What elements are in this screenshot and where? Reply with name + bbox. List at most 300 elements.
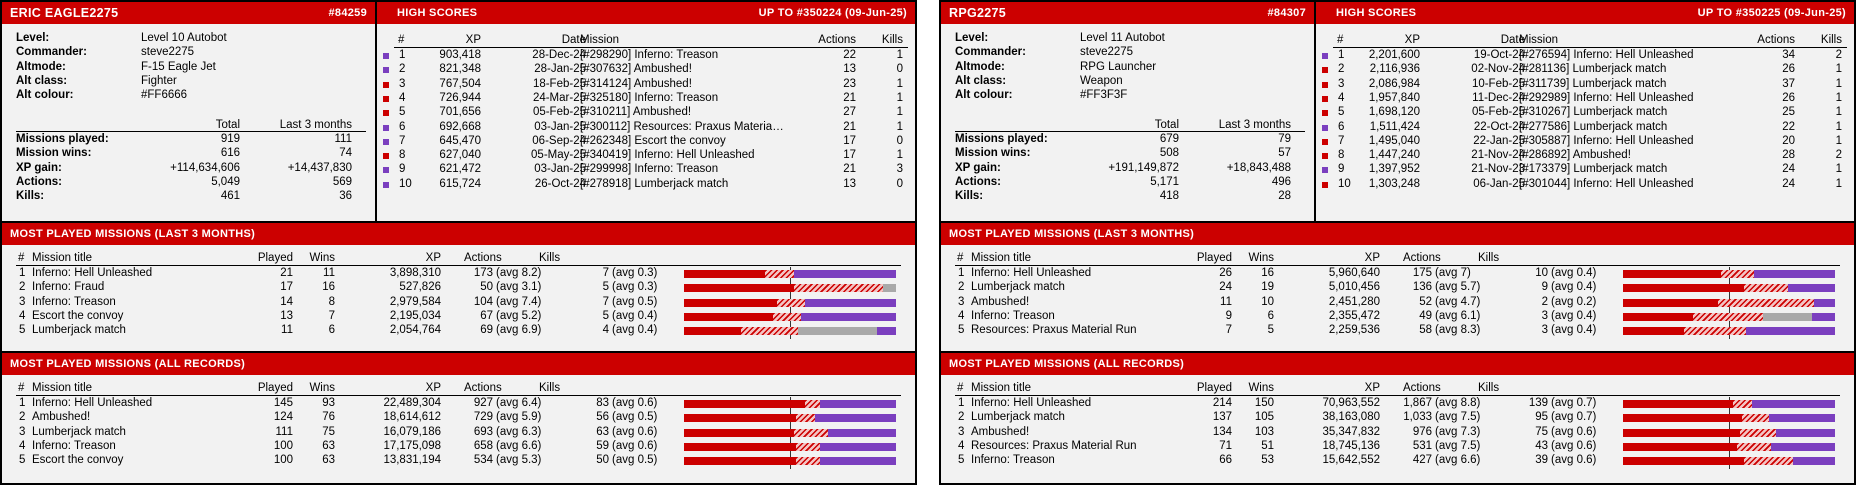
mp-actions: 658 — [473, 439, 493, 452]
mission-type-marker — [383, 139, 389, 145]
mp-actions-avg: (avg 8.8) — [1435, 397, 1481, 409]
draws-bar — [796, 414, 815, 422]
mp-played: 26 — [1219, 267, 1232, 279]
mp-title: Inferno: Treason — [32, 439, 116, 452]
hs-rank: 10 — [1338, 177, 1351, 190]
hs-mission: [#277586] Lumberjack match — [1519, 120, 1668, 133]
hs-rank: 6 — [1338, 120, 1345, 133]
mission-row — [2, 267, 915, 281]
mp-xp: 15,642,552 — [1322, 454, 1380, 467]
mp-actions-avg: (avg 7.4) — [496, 295, 542, 308]
mp-played: 13 — [280, 309, 293, 322]
mp-played: 14 — [280, 295, 293, 308]
hs-date: 22-Jan-25 — [1473, 134, 1525, 147]
hs-actions: 24 — [1782, 163, 1795, 176]
wins-bar — [1623, 457, 1744, 465]
mp-actions: 1,867 — [1403, 397, 1432, 409]
mp-actions: 729 — [473, 411, 493, 424]
losses-bar — [1754, 270, 1835, 278]
stat-last: 569 — [332, 175, 352, 188]
mission-type-marker — [1322, 125, 1328, 131]
stat-last: 28 — [1278, 190, 1291, 203]
mp-col-actions: Actions — [1403, 252, 1441, 264]
mp-kills: 83 — [596, 397, 609, 409]
hs-mission: [#262348] Escort the convoy — [580, 134, 726, 147]
mp-xp: 22,489,304 — [383, 397, 441, 409]
losses-bar — [1788, 284, 1835, 292]
hs-kills: 3 — [896, 163, 903, 176]
section-title: MOST PLAYED MISSIONS (LAST 3 MONTHS) — [949, 228, 1195, 240]
mp-wins: 5 — [1267, 324, 1274, 337]
hs-xp: 615,724 — [439, 177, 481, 190]
hs-date: 05-Feb-25 — [1471, 106, 1525, 119]
info-label: Commander: — [16, 46, 87, 59]
losses-bar — [801, 313, 896, 321]
mp-kills-avg: (avg 0.3) — [612, 267, 658, 279]
mp-title: Lumberjack match — [971, 281, 1065, 294]
mp-rank: 3 — [19, 295, 26, 308]
mp-played: 11 — [281, 324, 293, 337]
info-value: #FF6666 — [141, 89, 188, 102]
mp-kills-avg: (avg 0.6) — [612, 425, 658, 438]
mission-type-marker — [383, 153, 389, 159]
mp-wins: 6 — [328, 324, 335, 337]
mp-kills: 4 — [602, 324, 609, 337]
hs-xp: 1,397,952 — [1368, 163, 1420, 176]
mp-played: 145 — [273, 397, 293, 409]
hs-xp: 645,470 — [439, 134, 481, 147]
mp-wins: 53 — [1261, 454, 1274, 467]
mp-actions-avg: (avg 6.6) — [1435, 454, 1481, 467]
losses-bar — [805, 299, 896, 307]
high-score-row — [2, 163, 915, 177]
mp-actions: 175 — [1412, 267, 1432, 279]
hs-mission: [#286892] Ambushed! — [1519, 149, 1631, 162]
mission-type-marker — [383, 125, 389, 131]
high-score-row — [2, 149, 915, 163]
mp-xp: 13,831,194 — [383, 454, 441, 467]
stat-label: XP gain: — [16, 161, 62, 174]
divider — [955, 265, 1840, 266]
mp-wins: 10 — [1261, 295, 1274, 308]
hs-date: 02-Nov-24 — [1471, 63, 1525, 76]
stat-last: 74 — [339, 147, 352, 160]
info-value: Weapon — [1080, 74, 1123, 87]
pilot-name: ERIC EAGLE2275 — [10, 6, 119, 20]
divider — [16, 265, 901, 266]
mp-actions-avg: (avg 6.6) — [496, 439, 542, 452]
hs-date: 21-Nov-23 — [1471, 163, 1525, 176]
mp-actions: 976 — [1412, 425, 1432, 438]
mp-kills-avg: (avg 0.6) — [612, 439, 658, 452]
hs-kills: 1 — [1835, 63, 1842, 76]
mp-kills-avg: (avg 0.6) — [1551, 439, 1597, 452]
mp-col-title: Mission title — [971, 382, 1032, 394]
mission-type-marker — [383, 167, 389, 173]
hs-col-mission: Mission — [580, 34, 619, 46]
hs-xp: 1,303,248 — [1368, 177, 1420, 190]
stat-label: Mission wins: — [16, 147, 92, 160]
mp-col-played: Played — [257, 252, 293, 264]
hs-date: 05-Feb-25 — [532, 106, 586, 119]
mp-kills: 139 — [1528, 397, 1548, 409]
mp-wins: 150 — [1254, 397, 1274, 409]
mp-xp: 2,355,472 — [1328, 309, 1380, 322]
wins-bar — [684, 443, 796, 451]
mp-kills: 2 — [1541, 295, 1548, 308]
hs-actions: 13 — [843, 177, 856, 190]
mp-kills-avg: (avg 0.4) — [1551, 324, 1597, 337]
mission-row — [2, 324, 915, 338]
hs-mission: [#301044] Inferno: Hell Unleashed — [1519, 177, 1694, 190]
stat-total: 508 — [1159, 147, 1179, 160]
high-score-row — [2, 135, 915, 149]
info-value: RPG Launcher — [1080, 60, 1157, 73]
hs-actions: 22 — [843, 49, 856, 61]
hs-rank: 6 — [399, 120, 406, 133]
hs-col-mission: Mission — [1519, 34, 1558, 46]
mp-title: Inferno: Treason — [971, 309, 1055, 322]
hs-rank: 8 — [399, 149, 406, 162]
mp-col-xp: XP — [425, 252, 441, 264]
hs-col-actions: Actions — [818, 34, 856, 46]
info-value: Fighter — [141, 74, 177, 87]
hs-kills: 1 — [1835, 120, 1842, 133]
mission-row — [2, 411, 915, 425]
mp-wins: 51 — [1261, 439, 1274, 452]
mp-played: 21 — [280, 267, 293, 279]
recent-missions-header — [2, 223, 915, 245]
mp-rank: 4 — [19, 439, 26, 452]
wins-bar — [1623, 299, 1718, 307]
high-score-row — [2, 175, 915, 192]
mp-xp: 35,347,832 — [1322, 425, 1380, 438]
divider — [394, 47, 908, 48]
mp-col-kills: Kills — [539, 252, 561, 264]
hs-date: 26-Oct-24 — [534, 177, 586, 190]
mp-wins: 63 — [322, 439, 335, 452]
info-label: Altmode: — [16, 60, 66, 73]
mp-col-actions: Actions — [1403, 382, 1441, 394]
mp-actions: 58 — [1419, 324, 1432, 337]
other-bar — [798, 327, 876, 335]
mp-title: Escort the convoy — [32, 454, 124, 467]
hs-actions: 24 — [1782, 177, 1795, 190]
mp-col-wins: Wins — [1248, 252, 1274, 264]
hs-rank: 1 — [399, 49, 406, 61]
divider — [955, 395, 1840, 396]
mp-played: 11 — [1220, 295, 1232, 308]
high-score-row — [941, 49, 1854, 63]
mp-title: Lumberjack match — [971, 411, 1065, 424]
draws-bar — [777, 299, 805, 307]
mp-rank: 1 — [958, 397, 965, 409]
mission-row — [2, 296, 915, 310]
mp-rank: 4 — [958, 439, 965, 452]
mp-kills: 63 — [596, 425, 609, 438]
other-bar — [883, 284, 896, 292]
high-score-row — [941, 78, 1854, 92]
mp-actions: 49 — [1419, 309, 1432, 322]
hs-kills: 1 — [1835, 134, 1842, 147]
draws-bar — [1744, 284, 1789, 292]
mp-kills-avg: (avg 0.6) — [1551, 425, 1597, 438]
hs-kills: 1 — [1835, 177, 1842, 190]
mp-wins: 103 — [1254, 425, 1274, 438]
mp-xp: 18,614,612 — [383, 411, 441, 424]
hs-actions: 26 — [1782, 91, 1795, 104]
mp-title: Lumberjack match — [32, 425, 126, 438]
stats-last-header: Last 3 months — [279, 119, 352, 131]
high-score-row — [941, 92, 1854, 106]
hs-actions: 13 — [843, 63, 856, 76]
hs-rank: 9 — [1338, 163, 1345, 176]
wins-bar — [684, 400, 805, 408]
hs-date: 28-Dec-24 — [532, 49, 586, 61]
mp-col-xp: XP — [1364, 382, 1380, 394]
pilot-id: #84259 — [328, 7, 367, 19]
hs-kills: 0 — [896, 177, 903, 190]
mp-col-num: # — [957, 382, 964, 394]
stat-label: Kills: — [955, 190, 984, 203]
info-label: Alt colour: — [16, 89, 74, 102]
wins-bar — [684, 270, 765, 278]
hs-actions: 21 — [843, 91, 856, 104]
mp-kills: 7 — [602, 267, 609, 279]
mp-actions-avg: (avg 5.2) — [496, 309, 542, 322]
high-score-row — [941, 121, 1854, 135]
wins-bar — [684, 299, 777, 307]
stat-label: Actions: — [955, 175, 1001, 188]
mp-xp: 5,010,456 — [1328, 281, 1380, 294]
mp-kills: 43 — [1535, 439, 1548, 452]
stat-total: 679 — [1159, 133, 1179, 145]
mp-wins: 105 — [1254, 411, 1274, 424]
hs-kills: 1 — [896, 120, 903, 133]
hs-kills: 0 — [896, 63, 903, 76]
mp-col-played: Played — [257, 382, 293, 394]
other-bar — [1763, 313, 1812, 321]
mission-row — [941, 310, 1854, 324]
hs-xp: 701,656 — [439, 106, 481, 119]
pilot-header — [2, 2, 375, 24]
hs-mission: [#311739] Lumberjack match — [1519, 77, 1667, 90]
mp-kills-avg: (avg 0.4) — [1551, 281, 1597, 294]
hs-rank: 1 — [1338, 49, 1345, 61]
divider — [16, 395, 901, 396]
hs-xp: 1,447,240 — [1368, 149, 1420, 162]
hs-mission: [#310211] Ambushed! — [580, 106, 692, 119]
mp-actions-avg: (avg 7.5) — [1435, 411, 1481, 424]
hs-rank: 4 — [1338, 91, 1345, 104]
mp-kills: 59 — [596, 439, 609, 452]
mp-xp: 17,175,098 — [383, 439, 441, 452]
mp-rank: 3 — [19, 425, 26, 438]
draws-bar — [805, 400, 820, 408]
losses-bar — [1776, 429, 1835, 437]
mp-actions: 104 — [473, 295, 493, 308]
mission-type-marker — [383, 110, 389, 116]
mp-actions-avg: (avg 4.7) — [1435, 295, 1481, 308]
draws-bar — [1740, 429, 1776, 437]
mp-xp: 2,054,764 — [389, 324, 441, 337]
hs-col-date: Date — [1500, 34, 1525, 46]
mission-type-marker — [1322, 167, 1328, 173]
hs-mission: [#299998] Inferno: Treason — [580, 163, 719, 176]
high-score-row — [941, 175, 1854, 192]
hs-kills: 1 — [1835, 163, 1842, 176]
high-scores-title: HIGH SCORES — [397, 7, 478, 19]
high-scores-header — [1316, 2, 1854, 24]
losses-bar — [1812, 313, 1835, 321]
hs-mission: [#281136] Lumberjack match — [1519, 63, 1667, 76]
hs-col-date: Date — [561, 34, 586, 46]
hs-kills: 0 — [896, 134, 903, 147]
stat-last: 79 — [1278, 133, 1291, 145]
mission-type-marker — [1322, 182, 1328, 188]
high-score-row — [2, 60, 915, 77]
hs-rank: 3 — [399, 77, 406, 90]
hs-mission: [#300112] Resources: Praxus Materia… — [580, 120, 784, 133]
hs-xp: 2,116,936 — [1369, 63, 1420, 76]
mp-col-title: Mission title — [971, 252, 1032, 264]
mp-col-actions: Actions — [464, 252, 502, 264]
mp-kills: 5 — [602, 309, 609, 322]
losses-bar — [820, 400, 896, 408]
hs-rank: 5 — [399, 106, 406, 119]
mission-type-marker — [1322, 153, 1328, 159]
mp-xp: 38,163,080 — [1322, 411, 1380, 424]
stat-total: 418 — [1159, 190, 1179, 203]
wins-bar — [1623, 429, 1740, 437]
high-score-row — [941, 106, 1854, 120]
hs-date: 22-Oct-24 — [1473, 120, 1525, 133]
mp-actions-avg: (avg 6.1) — [1435, 309, 1481, 322]
high-scores-range: UP TO #350225 (09-Jun-25) — [1697, 7, 1846, 19]
hs-actions: 26 — [1782, 63, 1795, 76]
hs-xp: 621,472 — [439, 163, 481, 176]
mp-actions-avg: (avg 7.3) — [1435, 425, 1481, 438]
high-score-row — [2, 78, 915, 92]
hs-actions: 34 — [1782, 49, 1795, 61]
mp-wins: 76 — [322, 411, 335, 424]
mp-xp: 18,745,136 — [1322, 439, 1380, 452]
mp-rank: 1 — [19, 397, 26, 409]
mp-col-num: # — [957, 252, 964, 264]
mp-played: 100 — [273, 439, 293, 452]
mp-kills: 10 — [1535, 267, 1548, 279]
info-label: Alt class: — [955, 74, 1007, 87]
wins-bar — [1623, 270, 1721, 278]
hs-mission: [#325180] Inferno: Treason — [580, 91, 719, 104]
mp-actions: 531 — [1412, 439, 1432, 452]
stat-total: +191,149,872 — [1108, 161, 1179, 174]
mp-actions: 50 — [480, 281, 493, 294]
mp-wins: 16 — [1261, 267, 1274, 279]
draws-bar — [765, 270, 795, 278]
mp-xp: 2,451,280 — [1328, 295, 1380, 308]
hs-actions: 25 — [1782, 106, 1795, 119]
stat-last: 36 — [339, 190, 352, 203]
hs-xp: 821,348 — [439, 63, 481, 76]
hs-mission: [#298290] Inferno: Treason — [580, 49, 719, 61]
mission-row — [2, 454, 915, 468]
wins-bar — [684, 313, 773, 321]
hs-actions: 22 — [1782, 120, 1795, 133]
losses-bar — [1752, 400, 1835, 408]
info-label: Commander: — [955, 46, 1026, 59]
wins-bar — [1623, 443, 1737, 451]
draws-bar — [741, 327, 798, 335]
losses-bar — [820, 457, 896, 465]
mp-kills: 56 — [596, 411, 609, 424]
mp-kills-avg: (avg 0.4) — [612, 324, 658, 337]
info-label: Alt class: — [16, 74, 68, 87]
hs-date: 11-Dec-24 — [1472, 91, 1525, 104]
losses-bar — [1793, 457, 1835, 465]
hs-xp: 692,668 — [439, 120, 481, 133]
high-score-row — [941, 149, 1854, 163]
mission-row — [2, 397, 915, 411]
hs-xp: 2,201,600 — [1368, 49, 1420, 61]
hs-xp: 1,957,840 — [1368, 91, 1420, 104]
losses-bar — [1771, 443, 1835, 451]
draws-bar — [1684, 327, 1745, 335]
mp-kills-avg: (avg 0.4) — [612, 309, 658, 322]
stat-label: Actions: — [16, 175, 62, 188]
high-score-row — [2, 106, 915, 120]
mp-actions: 427 — [1412, 454, 1432, 467]
mission-type-marker — [1322, 96, 1328, 102]
stats-last-header: Last 3 months — [1218, 119, 1291, 131]
mp-xp: 2,195,034 — [389, 309, 441, 322]
mp-played: 111 — [275, 425, 293, 438]
mission-row — [941, 454, 1854, 468]
stat-last: 496 — [1271, 175, 1291, 188]
mission-type-marker — [383, 96, 389, 102]
losses-bar — [815, 414, 896, 422]
hs-actions: 17 — [843, 134, 856, 147]
stat-total: 616 — [220, 147, 240, 160]
stat-total: +114,634,606 — [170, 161, 240, 174]
mp-actions-avg: (avg 8.2) — [496, 267, 542, 279]
hs-xp: 903,418 — [439, 49, 481, 61]
mp-wins: 7 — [328, 309, 335, 322]
mp-title: Ambushed! — [971, 425, 1030, 438]
stat-total: 919 — [220, 133, 240, 145]
mp-col-num: # — [18, 382, 25, 394]
mp-actions-avg: (avg 7.5) — [1435, 439, 1481, 452]
mp-title: Resources: Praxus Material Run — [971, 324, 1137, 337]
mission-row — [941, 324, 1854, 338]
mp-rank: 3 — [958, 295, 965, 308]
hs-date: 06-Jan-25 — [1473, 177, 1525, 190]
mp-rank: 5 — [19, 324, 26, 337]
mp-rank: 5 — [958, 454, 965, 467]
mp-rank: 2 — [19, 281, 26, 294]
high-score-row — [941, 60, 1854, 77]
hs-mission: [#305887] Inferno: Hell Unleashed — [1519, 134, 1694, 147]
high-scores-title: HIGH SCORES — [1336, 7, 1417, 19]
mp-kills-avg: (avg 0.6) — [1551, 454, 1597, 467]
mp-wins: 93 — [322, 397, 335, 409]
mp-col-kills: Kills — [1478, 252, 1500, 264]
hs-xp: 2,086,984 — [1368, 77, 1420, 90]
mp-title: Inferno: Treason — [971, 454, 1055, 467]
mp-actions: 136 — [1412, 281, 1432, 294]
hs-col-num: # — [398, 34, 405, 46]
mp-played: 17 — [280, 281, 293, 294]
